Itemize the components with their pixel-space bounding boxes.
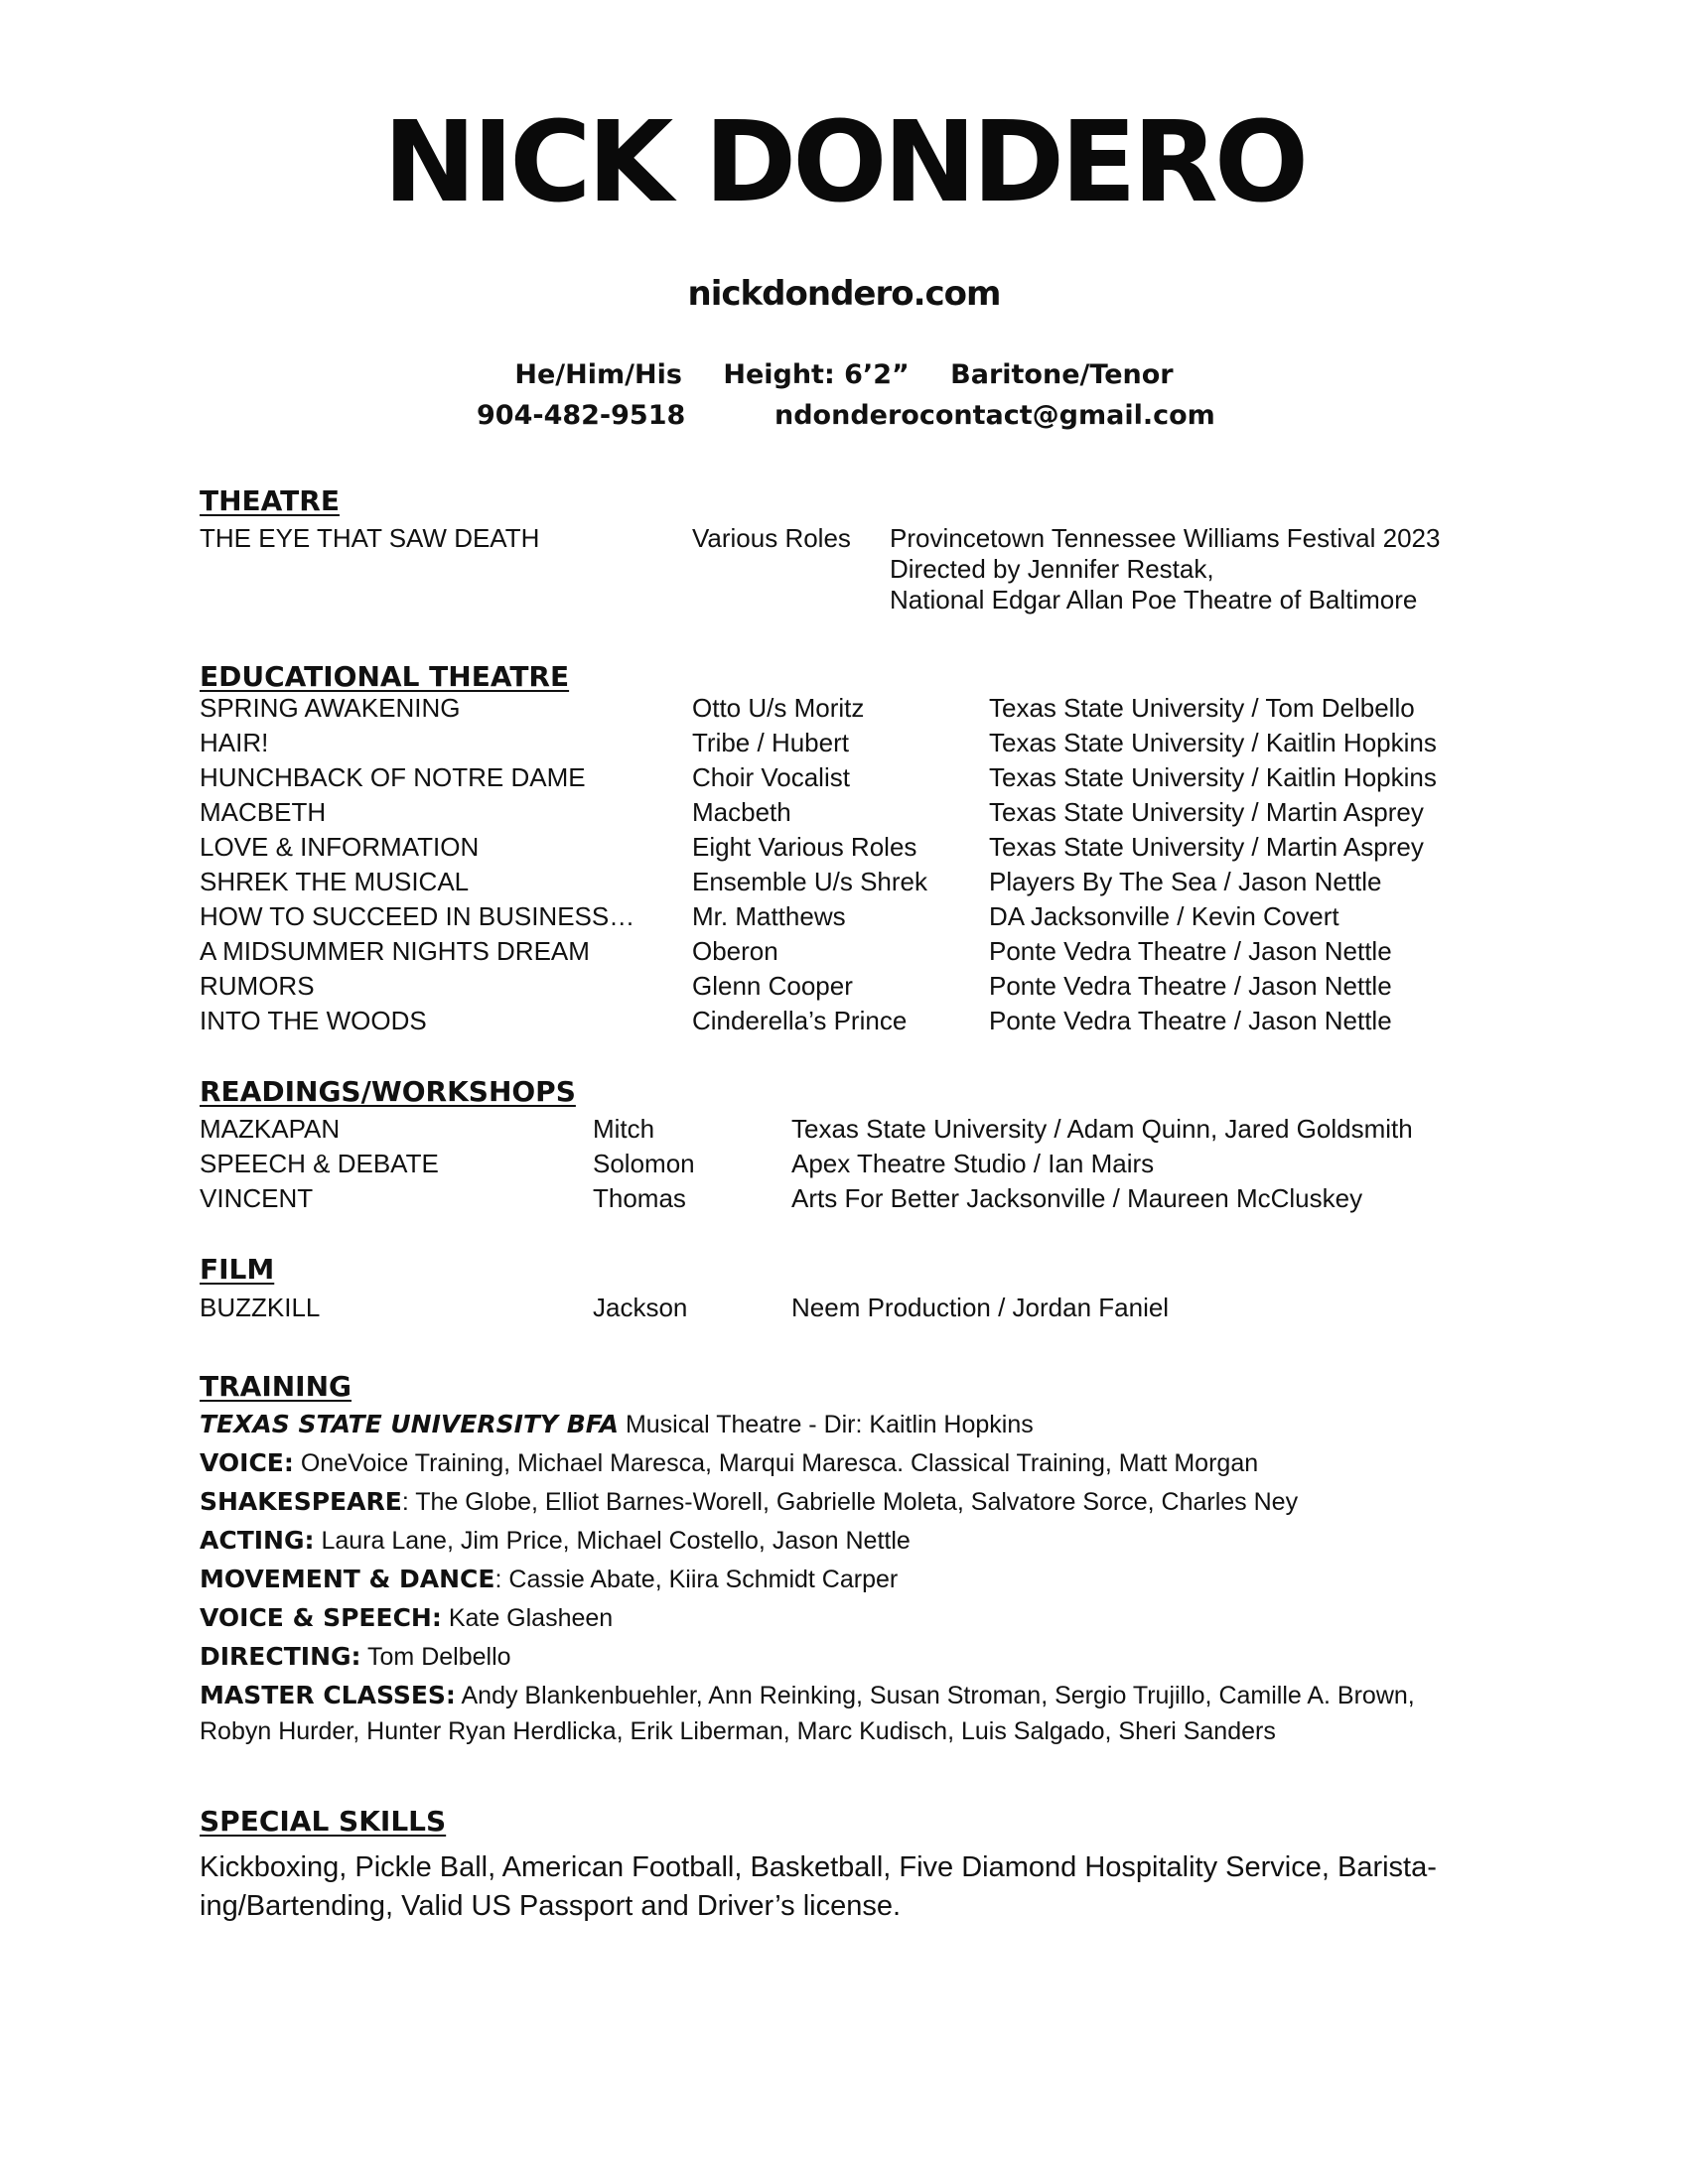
training-line-shakespeare [200,1487,1298,1517]
training-separator [294,1449,301,1477]
section-heading-theatre: THEATRE [200,484,340,517]
venue: DA Jacksonville / Kevin Covert [989,901,1339,931]
role: Jackson [593,1293,688,1322]
section-heading-training: TRAINING [200,1370,352,1403]
show-title: RUMORS [200,971,315,1001]
training-detail: Andy Blankenbuehler, Ann Reinking, Susan Stroman, Sergio Trujillo, Camille A. Brown, Robyn Hurder, Hunter Ryan Herdlicka, Erik Liberman, Marc Kudisch, Luis Salgado, Sheri Sanders [200,1682,1415,1745]
email-address[interactable]: ndonderocontact@gmail.com [774,400,1215,431]
training-line-master-classes [200,1678,1490,1749]
role: Various Roles [692,523,851,553]
role: Cinderella’s Prince [692,1006,908,1035]
show-title: HUNCHBACK OF NOTRE DAME [200,762,586,792]
training-label: VOICE & SPEECH: [200,1603,442,1632]
training-detail: Cassie Abate, Kiira Schmidt Carper [508,1566,899,1593]
credit-row [0,1183,1688,1217]
section-heading-educational-theatre: EDUCATIONAL THEATRE [200,660,570,693]
training-detail: Kate Glasheen [448,1604,614,1632]
venue: Texas State University / Adam Quinn, Jared Goldsmith [791,1114,1413,1144]
show-title: THE EYE THAT SAW DEATH [200,523,540,553]
actor-stats [0,359,1688,390]
show-title: A MIDSUMMER NIGHTS DREAM [200,936,590,966]
credit-row [0,693,1688,727]
role: Mitch [593,1114,655,1144]
venue: Ponte Vedra Theatre / Jason Nettle [989,936,1392,966]
credit-row [0,867,1688,900]
credit-row [0,971,1688,1005]
section-heading-readings-workshops: READINGS/WORKSHOPS [200,1075,576,1108]
section-heading-film: FILM [200,1253,275,1286]
role: Otto U/s Moritz [692,693,865,723]
credit-row [0,1114,1688,1148]
venue: Texas State University / Kaitlin Hopkins [989,728,1437,757]
training-detail: The Globe, Elliot Barnes-Worell, Gabrielle Moleta, Salvatore Sorce, Charles Ney [415,1488,1299,1516]
venue-line: Provincetown Tennessee Williams Festival 2023 [890,523,1441,553]
show-title: MACBETH [200,797,327,827]
training-label: SHAKESPEARE [200,1487,402,1516]
show-title: LOVE & INFORMATION [200,832,480,862]
website-link[interactable]: nickdondero.com [687,274,1001,314]
venue: Neem Production / Jordan Faniel [791,1293,1170,1322]
credit-row [0,797,1688,831]
training-detail: Musical Theatre - Dir: Kaitlin Hopkins [625,1411,1034,1438]
venue: Texas State University / Kaitlin Hopkins [989,762,1437,792]
credit-row [0,901,1688,935]
actor-name: NICK DONDERO [382,98,1306,227]
venue-line: Directed by Jennifer Restak, [890,554,1214,584]
training-separator: : [494,1566,509,1593]
training-line-movement [200,1565,898,1594]
training-label: MOVEMENT & DANCE [200,1565,495,1593]
height: Height: 6’2” [723,359,910,390]
training-label: DIRECTING: [200,1642,361,1671]
voice-type: Baritone/Tenor [950,359,1174,390]
credit-row [0,832,1688,866]
role: Solomon [593,1149,695,1178]
training-line-directing [200,1642,511,1672]
training-separator [442,1604,449,1632]
credit-row [0,728,1688,761]
show-title: MAZKAPAN [200,1114,341,1144]
show-title: SPEECH & DEBATE [200,1149,439,1178]
venue-line: National Edgar Allan Poe Theatre of Baltimore [890,585,1418,614]
role: Choir Vocalist [692,762,850,792]
venue: Players By The Sea / Jason Nettle [989,867,1382,896]
special-skills-text: Kickboxing, Pickle Ball, American Football, Basketball, Five Diamond Hospitality Service, Barista-ing/Bartending, Valid US Passport and Driver’s license. [200,1851,1437,1922]
venue: Apex Theatre Studio / Ian Mairs [791,1149,1155,1178]
venue: Texas State University / Martin Asprey [989,797,1424,827]
training-line-voice [200,1448,1258,1478]
section-heading-special-skills: SPECIAL SKILLS [200,1805,447,1838]
training-detail: Laura Lane, Jim Price, Michael Costello, Jason Nettle [321,1527,911,1555]
venue: Arts For Better Jacksonville / Maureen McCluskey [791,1183,1363,1213]
venue: Texas State University / Tom Delbello [989,693,1415,723]
role: Eight Various Roles [692,832,917,862]
training-line-acting [200,1526,911,1556]
show-title: SHREK THE MUSICAL [200,867,470,896]
show-title: HAIR! [200,728,269,757]
role: Oberon [692,936,778,966]
training-label: ACTING: [200,1526,315,1555]
role: Macbeth [692,797,791,827]
training-label: VOICE: [200,1448,294,1477]
role: Ensemble U/s Shrek [692,867,927,896]
show-title: VINCENT [200,1183,314,1213]
training-separator [619,1411,626,1438]
role: Tribe / Hubert [692,728,849,757]
credit-row [0,1293,1688,1326]
role: Thomas [593,1183,686,1213]
credit-row [0,1006,1688,1039]
venue: Texas State University / Martin Asprey [989,832,1424,862]
pronouns: He/Him/His [514,359,682,390]
credit-row [0,936,1688,970]
credit-row [0,1149,1688,1182]
show-title: BUZZKILL [200,1293,321,1322]
show-title: INTO THE WOODS [200,1006,427,1035]
training-detail: OneVoice Training, Michael Maresca, Marqui Maresca. Classical Training, Matt Morgan [300,1449,1259,1477]
training-label: TEXAS STATE UNIVERSITY BFA [200,1410,619,1438]
role: Glenn Cooper [692,971,853,1001]
credit-row [0,762,1688,796]
phone-number[interactable]: 904-482-9518 [477,400,686,431]
show-title: HOW TO SUCCEED IN BUSINESS… [200,901,635,931]
training-label: MASTER CLASSES: [200,1681,456,1709]
training-line-university [200,1410,1034,1439]
training-line-voice-speech [200,1603,613,1633]
role: Mr. Matthews [692,901,846,931]
show-title: SPRING AWAKENING [200,693,461,723]
training-detail: Tom Delbello [367,1643,511,1671]
venue: Ponte Vedra Theatre / Jason Nettle [989,971,1392,1001]
training-separator: : [401,1488,416,1516]
venue: Ponte Vedra Theatre / Jason Nettle [989,1006,1392,1035]
